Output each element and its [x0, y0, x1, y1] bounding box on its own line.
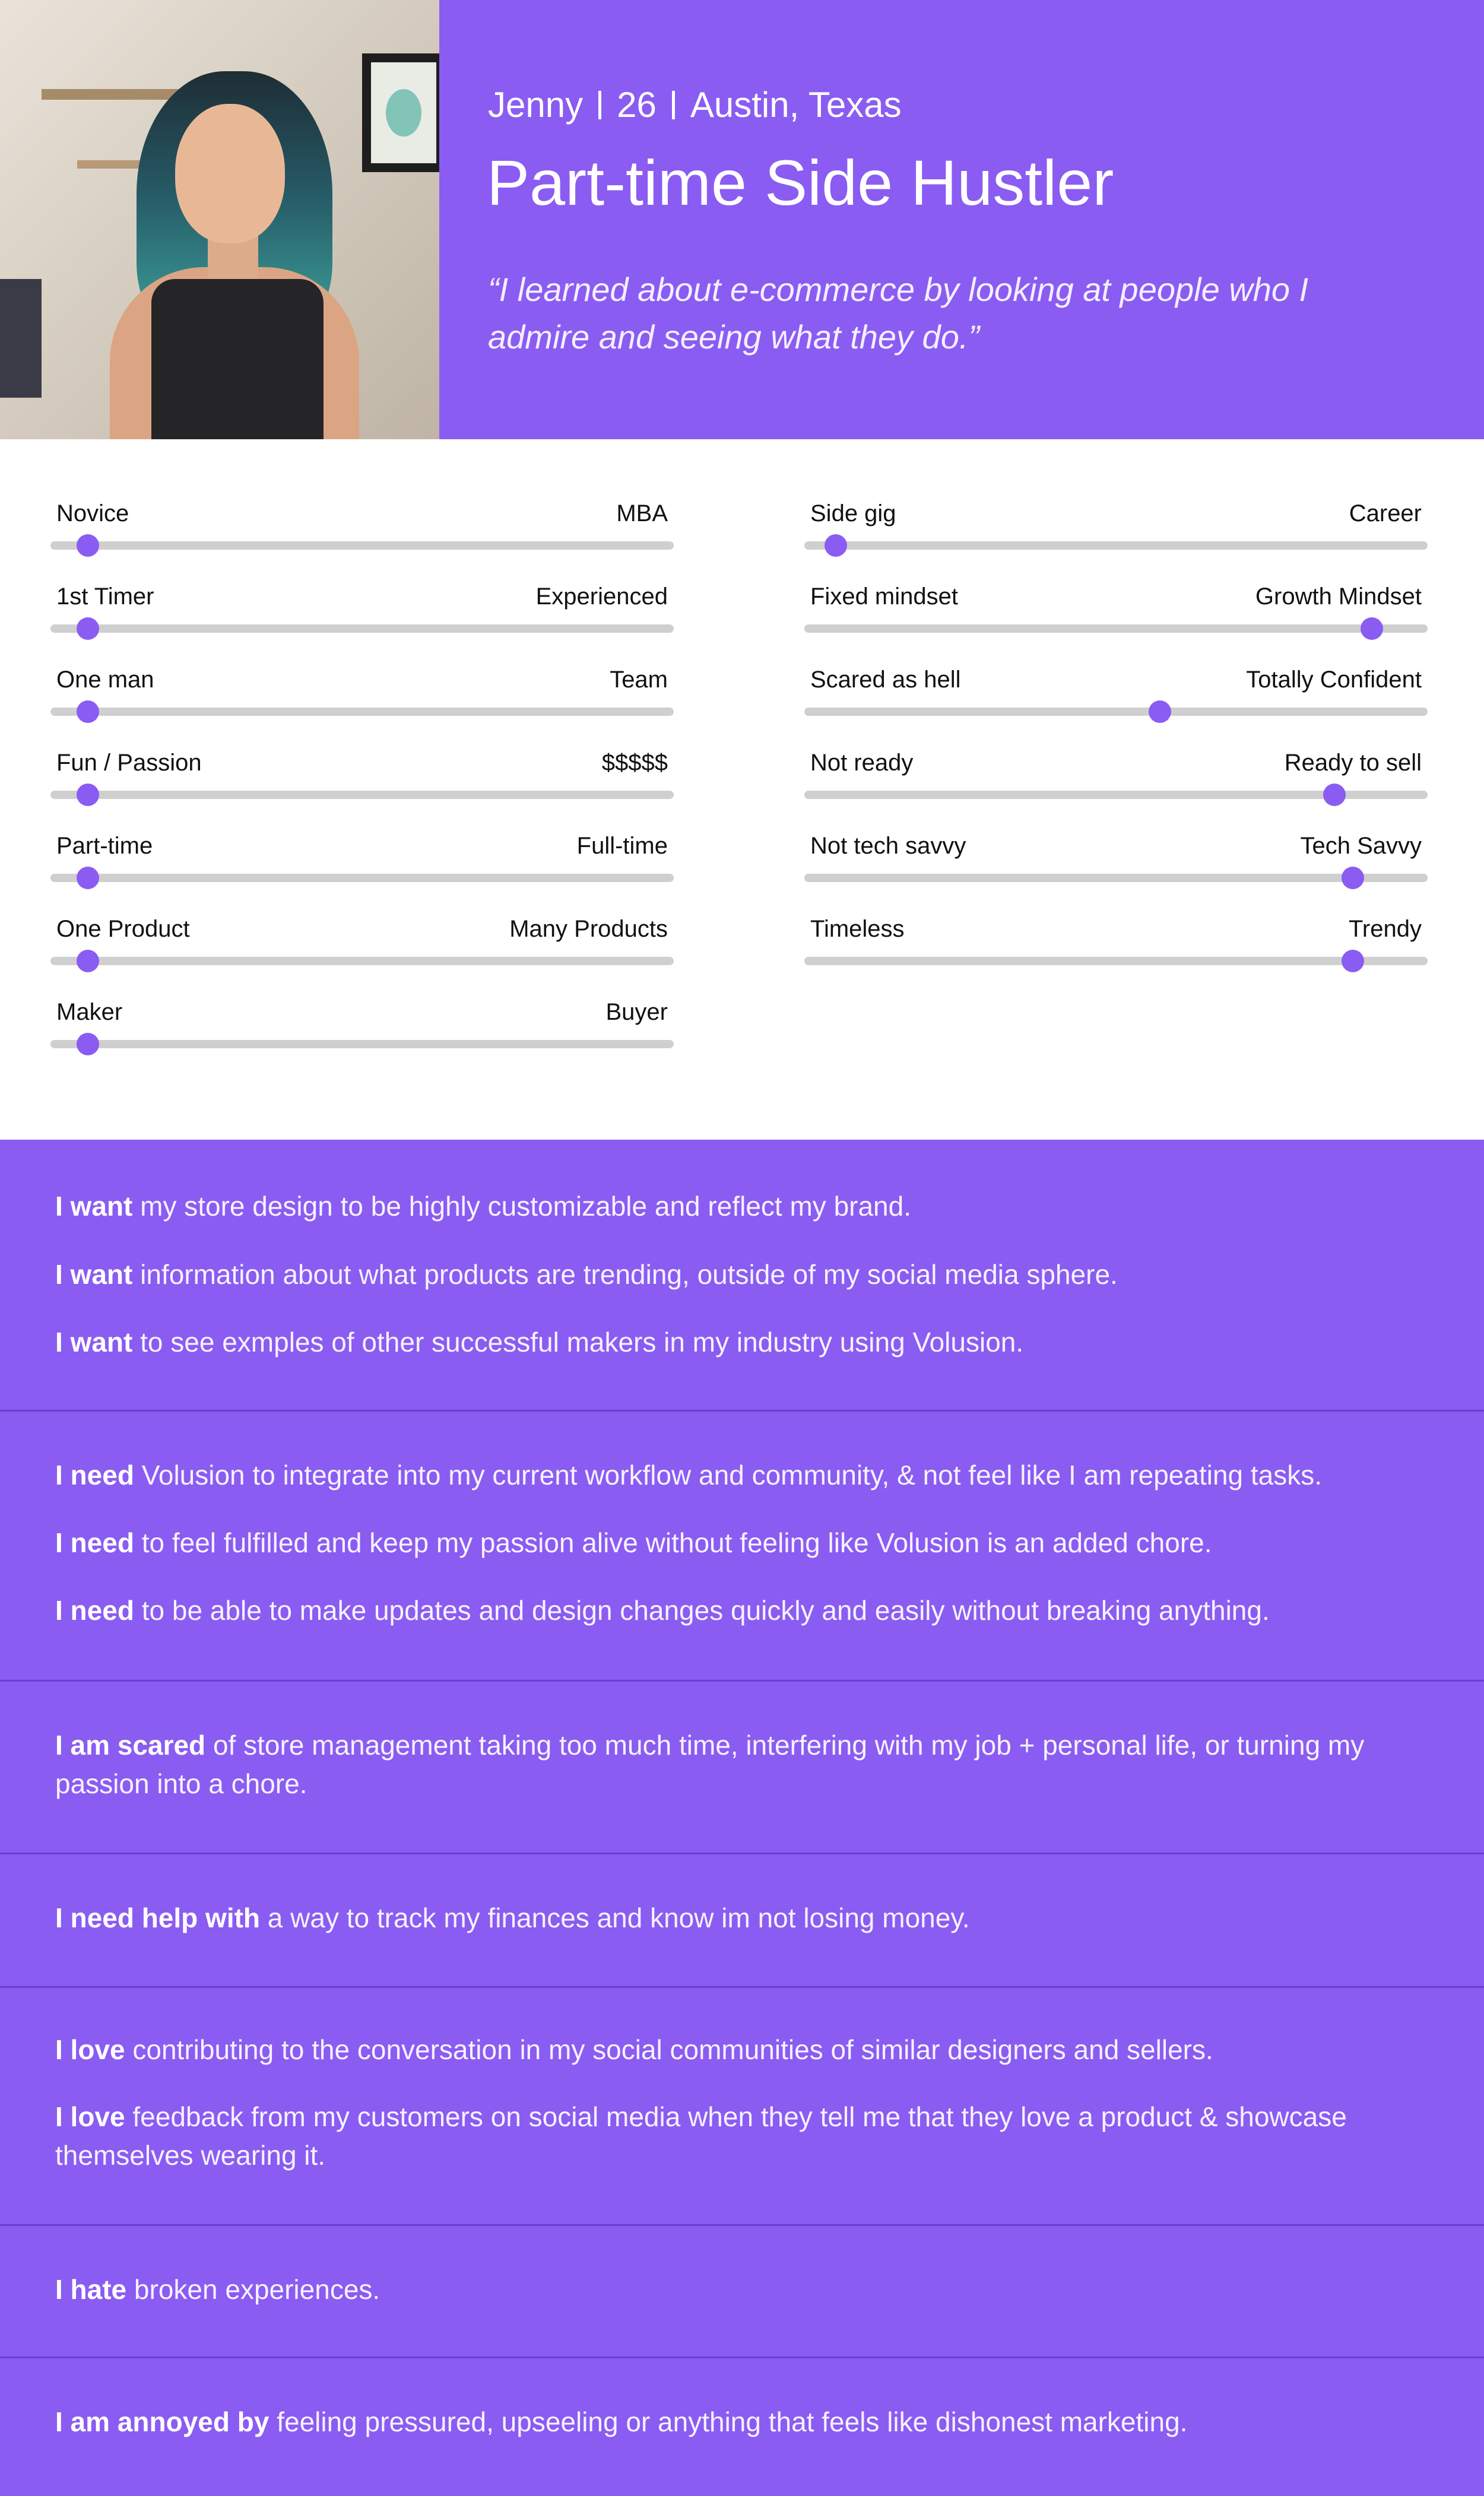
slider-left-label: Not ready: [810, 750, 914, 776]
slider-left-label: 1st Timer: [56, 583, 154, 610]
statement-text: to see exmples of other successful makers in my industry using Volusion.: [132, 1327, 1024, 1358]
slider-track[interactable]: [804, 874, 1428, 882]
slider-right-label: Full-time: [576, 833, 668, 859]
trait-slider[interactable]: [50, 667, 674, 714]
slider-knob[interactable]: [1149, 700, 1171, 723]
statement: [55, 1456, 1432, 1495]
statement: [55, 2031, 1432, 2069]
statement: [55, 2098, 1432, 2175]
statement: [55, 2403, 1432, 2441]
slider-knob[interactable]: [1342, 867, 1364, 889]
persona-location: Austin, Texas: [690, 85, 902, 125]
slider-track[interactable]: [804, 541, 1428, 550]
slider-knob[interactable]: [77, 534, 99, 557]
statement: [55, 1255, 1432, 1294]
slider-track[interactable]: [50, 624, 674, 633]
slider-knob[interactable]: [1361, 617, 1383, 640]
statement: [55, 1323, 1432, 1362]
slider-left-label: Timeless: [810, 916, 905, 942]
statement-text: feeling pressured, upseeling or anything that feels like dishonest marketing.: [269, 2406, 1188, 2437]
statement-lead: I need: [55, 1595, 134, 1626]
trait-slider[interactable]: [50, 750, 674, 797]
statement-text: Volusion to integrate into my current workflow and community, & not feel like I am repeating tasks.: [134, 1460, 1323, 1490]
slider-left-label: Scared as hell: [810, 667, 961, 693]
statement: [55, 1524, 1432, 1562]
trait-slider[interactable]: [804, 750, 1428, 797]
statement-text: broken experiences.: [126, 2274, 380, 2305]
slider-track[interactable]: [50, 874, 674, 882]
persona-title: Part-time Side Hustler: [487, 147, 1114, 218]
trait-slider[interactable]: [804, 916, 1428, 963]
slider-track[interactable]: [50, 1040, 674, 1048]
statement-lead: I want: [55, 1327, 133, 1358]
slider-knob[interactable]: [1342, 950, 1364, 972]
statement-lead: I need help with: [55, 1902, 261, 1933]
trait-slider[interactable]: [50, 916, 674, 963]
trait-slider[interactable]: [804, 500, 1428, 548]
statement-text: to be able to make updates and design changes quickly and easily without breaking anything.: [134, 1595, 1270, 1626]
slider-track[interactable]: [50, 708, 674, 716]
statement-lead: I want: [55, 1191, 133, 1222]
statement: [55, 1726, 1432, 1803]
persona-name: Jenny: [488, 85, 584, 125]
slider-right-label: Growth Mindset: [1255, 583, 1422, 610]
photo-book: [0, 279, 42, 398]
meta-separator: [672, 91, 675, 119]
slider-left-label: One man: [56, 667, 154, 693]
statement-lead: I want: [55, 1259, 133, 1290]
slider-left-label: Not tech savvy: [810, 833, 966, 859]
statement-lead: I love: [55, 2034, 125, 2065]
persona-quote: “I learned about e-commerce by looking at people who I admire and seeing what they do.”: [488, 271, 1309, 356]
slider-right-label: Trendy: [1348, 916, 1422, 942]
slider-track[interactable]: [804, 708, 1428, 716]
statement: [55, 1899, 1432, 1937]
statement-lead: I love: [55, 2101, 125, 2132]
slider-left-label: Fun / Passion: [56, 750, 202, 776]
trait-slider[interactable]: [50, 833, 674, 880]
persona-meta: [488, 84, 902, 125]
statement-text: contributing to the conversation in my social communities of similar designers and sellers.: [125, 2034, 1213, 2065]
slider-track[interactable]: [804, 957, 1428, 965]
photo-face: [175, 104, 285, 243]
statement-lead: I am scared: [55, 1730, 206, 1761]
trait-slider[interactable]: [50, 999, 674, 1046]
slider-left-label: Part-time: [56, 833, 153, 859]
statement: [55, 2270, 1432, 2309]
slider-knob[interactable]: [825, 534, 847, 557]
slider-track[interactable]: [50, 791, 674, 799]
trait-slider[interactable]: [50, 583, 674, 631]
statement-lead: I am annoyed by: [55, 2406, 269, 2437]
slider-right-label: Career: [1349, 500, 1422, 527]
statement: [55, 1591, 1432, 1630]
meta-separator: [598, 91, 601, 119]
slider-knob[interactable]: [77, 1033, 99, 1055]
slider-right-label: Tech Savvy: [1300, 833, 1422, 859]
persona-photo: [0, 0, 439, 439]
statement: [55, 1187, 1432, 1226]
slider-left-label: Maker: [56, 999, 123, 1025]
statement-lead: I need: [55, 1527, 134, 1558]
statement-text: information about what products are trending, outside of my social media sphere.: [132, 1259, 1118, 1290]
slider-knob[interactable]: [1323, 784, 1346, 806]
slider-track[interactable]: [50, 541, 674, 550]
slider-left-label: One Product: [56, 916, 190, 942]
slider-knob[interactable]: [77, 617, 99, 640]
slider-track[interactable]: [50, 957, 674, 965]
slider-knob[interactable]: [77, 700, 99, 723]
slider-right-label: Team: [610, 667, 668, 693]
persona-age: 26: [617, 85, 657, 125]
slider-right-label: Experienced: [535, 583, 668, 610]
statement-text: my store design to be highly customizable and reflect my brand.: [132, 1191, 911, 1222]
statement-text: of store management taking too much time, interfering with my job + personal life, or turning my passion into a chore.: [55, 1730, 1365, 1799]
trait-slider[interactable]: [804, 833, 1428, 880]
statement-text: a way to track my finances and know im not losing money.: [260, 1902, 970, 1933]
slider-knob[interactable]: [77, 867, 99, 889]
slider-knob[interactable]: [77, 950, 99, 972]
slider-left-label: Side gig: [810, 500, 896, 527]
slider-right-label: Totally Confident: [1246, 667, 1422, 693]
slider-right-label: Many Products: [509, 916, 668, 942]
slider-right-label: Buyer: [605, 999, 668, 1025]
persona-header: [0, 0, 1484, 439]
statement-lead: I hate: [55, 2274, 127, 2305]
slider-right-label: Ready to sell: [1284, 750, 1422, 776]
photo-frame-art: [386, 89, 421, 137]
statement-text: feedback from my customers on social media when they tell me that they love a product & showcase themselves wearing it.: [55, 2101, 1347, 2171]
trait-slider[interactable]: [804, 583, 1428, 631]
statement-text: to feel fulfilled and keep my passion alive without feeling like Volusion is an added chore.: [134, 1527, 1212, 1558]
slider-knob[interactable]: [77, 784, 99, 806]
slider-right-label: MBA: [616, 500, 668, 527]
slider-track[interactable]: [804, 624, 1428, 633]
trait-slider[interactable]: [804, 667, 1428, 714]
slider-left-label: Fixed mindset: [810, 583, 958, 610]
slider-left-label: Novice: [56, 500, 129, 527]
photo-dress: [151, 279, 324, 439]
statement-lead: I need: [55, 1460, 134, 1490]
trait-slider[interactable]: [50, 500, 674, 548]
slider-right-label: $$$$$: [601, 750, 668, 776]
